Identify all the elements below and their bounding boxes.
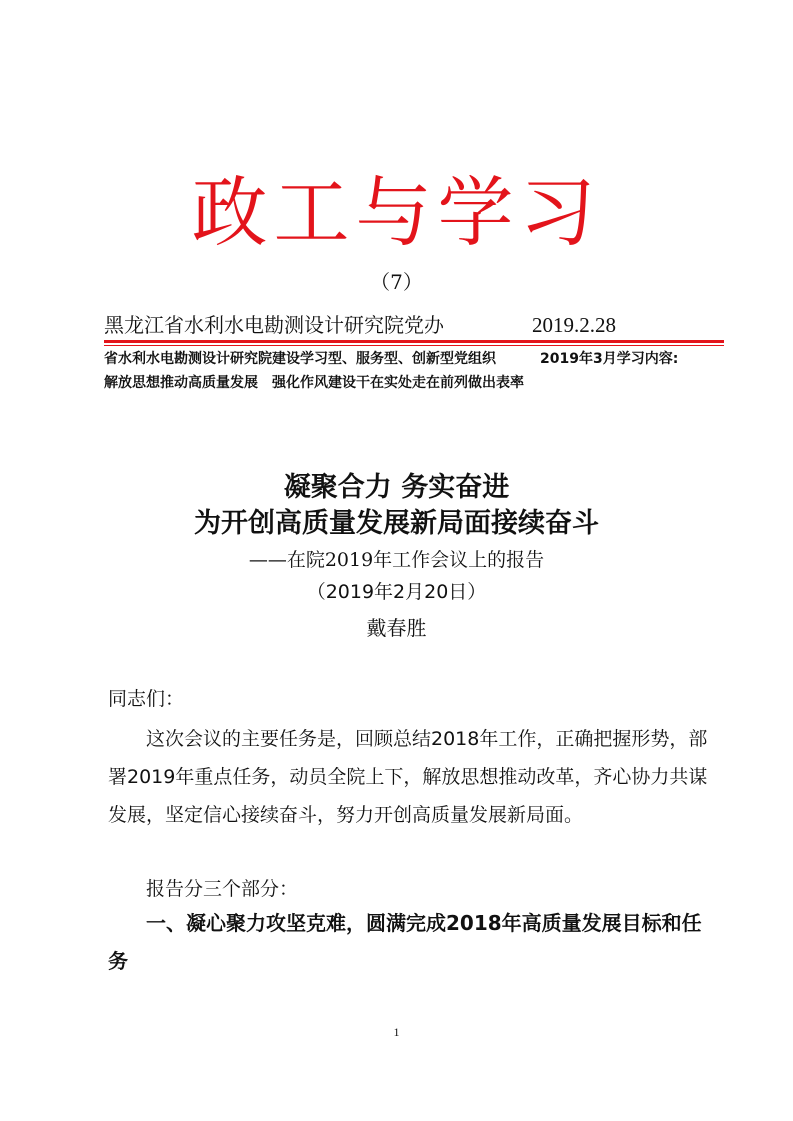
study-notice-month: 2019年3月学习内容: (540, 351, 679, 367)
newsletter-title: 政工与学习 (191, 168, 602, 257)
report-title-line-2: 为开创高质量发展新局面接续奋斗 (194, 508, 599, 539)
report-author: 戴春胜 (366, 616, 427, 640)
header-divider-thin (104, 345, 724, 346)
paragraph-outline: 报告分三个部分： (146, 878, 299, 900)
header-divider-thick (104, 340, 724, 343)
salutation: 同志们： (108, 688, 185, 710)
section-heading-1: 一、凝心聚力攻坚克难，圆满完成2018年高质量发展目标和任务 (108, 911, 702, 973)
page-number: 1 (393, 1025, 400, 1039)
publish-date: 2019.2.28 (532, 313, 616, 337)
publisher-row (104, 310, 724, 340)
study-notice-line-1 (104, 348, 724, 370)
paragraph-intro: 这次会议的主要任务是，回顾总结2018年工作，正确把握形势，部署2019年重点任务，动员全院上下，解放思想推动改革，齐心协力共谋发展，坚定信心接续奋斗，努力开创高质量发展新局面。 (108, 728, 708, 826)
issue-number: （7） (370, 270, 423, 294)
publisher-name: 黑龙江省水利水电勘测设计研究院党办 (104, 313, 444, 337)
report-title-line-1: 凝聚合力 务实奋进 (283, 472, 510, 503)
study-notice-org: 省水利水电勘测设计研究院建设学习型、服务型、创新型党组织 (104, 351, 496, 367)
report-subtitle: ——在院2019年工作会议上的报告 (248, 549, 545, 571)
study-notice-line-2: 解放思想推动高质量发展 强化作风建设干在实处走在前列做出表率 (104, 375, 524, 391)
report-date: （2019年2月20日） (306, 581, 487, 603)
